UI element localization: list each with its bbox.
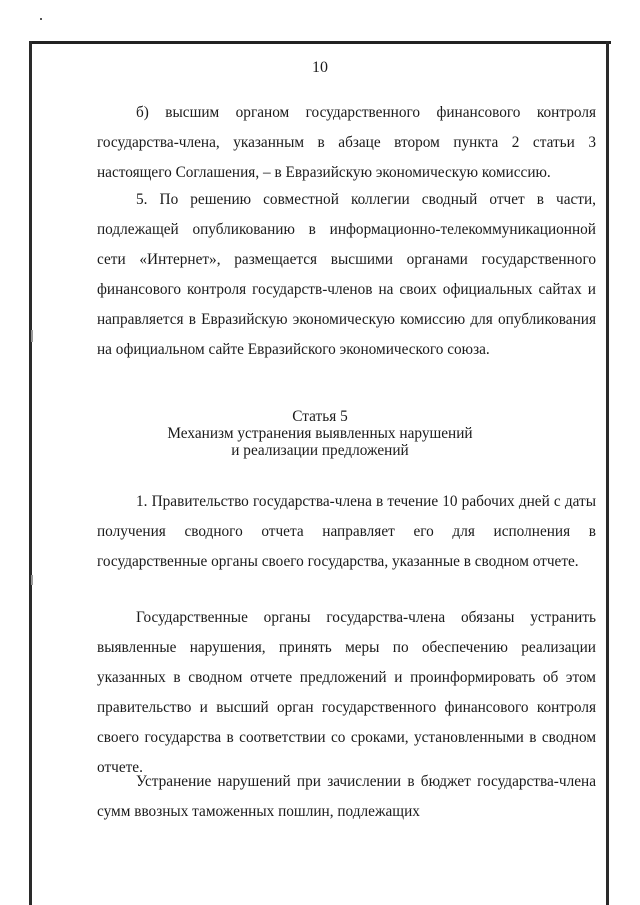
article-subtitle-line2: и реализации предложений: [231, 442, 409, 459]
scan-speck: [40, 18, 42, 20]
paragraph-elimination: [97, 767, 596, 827]
binding-mark: [31, 330, 39, 342]
paragraph-b: [97, 98, 596, 188]
scan-frame-right: [606, 41, 609, 905]
paragraph-text: Государственные органы государства-члена обязаны устранить выявленные нарушения, принять меры по обеспечению реализации указанных в сводном отчете предложений и проинформировать об этом правительство и высший орган государственного финансового контроля своего государства в соответствии со сроками, установленными в сводном отчете.: [97, 609, 596, 776]
scan-frame-top: [31, 41, 611, 44]
paragraph-state-bodies: [97, 603, 596, 783]
binding-mark: [31, 575, 41, 585]
scan-frame-left: [29, 41, 32, 905]
article-title: Статья 5: [292, 408, 348, 425]
paragraph-5: [97, 185, 596, 365]
paragraph-text: Устранение нарушений при зачислении в бюджет государства-члена сумм ввозных таможенных пошлин, подлежащих: [97, 773, 596, 820]
paragraph-text: 5. По решению совместной коллегии сводный отчет в части, подлежащей опубликованию в информационно-телекоммуникационной сети «Интернет», размещается высшими органами государственного финансового контроля государств-членов на своих официальных сайтах и направляется в Евразийскую экономическую комиссию для опубликования на официальном сайте Евразийского экономического союза.: [97, 191, 596, 358]
paragraph-text: б) высшим органом государственного финансового контроля государства-члена, указанным в абзаце втором пункта 2 статьи 3 настоящего Соглашения, – в Евразийскую экономическую комиссию.: [97, 104, 596, 181]
paragraph-text: 1. Правительство государства-члена в течение 10 рабочих дней с даты получения сводного отчета направляет его для исполнения в государственные органы своего государства, указанные в сводном отчете.: [97, 493, 596, 570]
article-subtitle-line1: Механизм устранения выявленных нарушений: [167, 425, 473, 442]
page-number: 10: [312, 59, 328, 76]
paragraph-1: [97, 487, 596, 577]
